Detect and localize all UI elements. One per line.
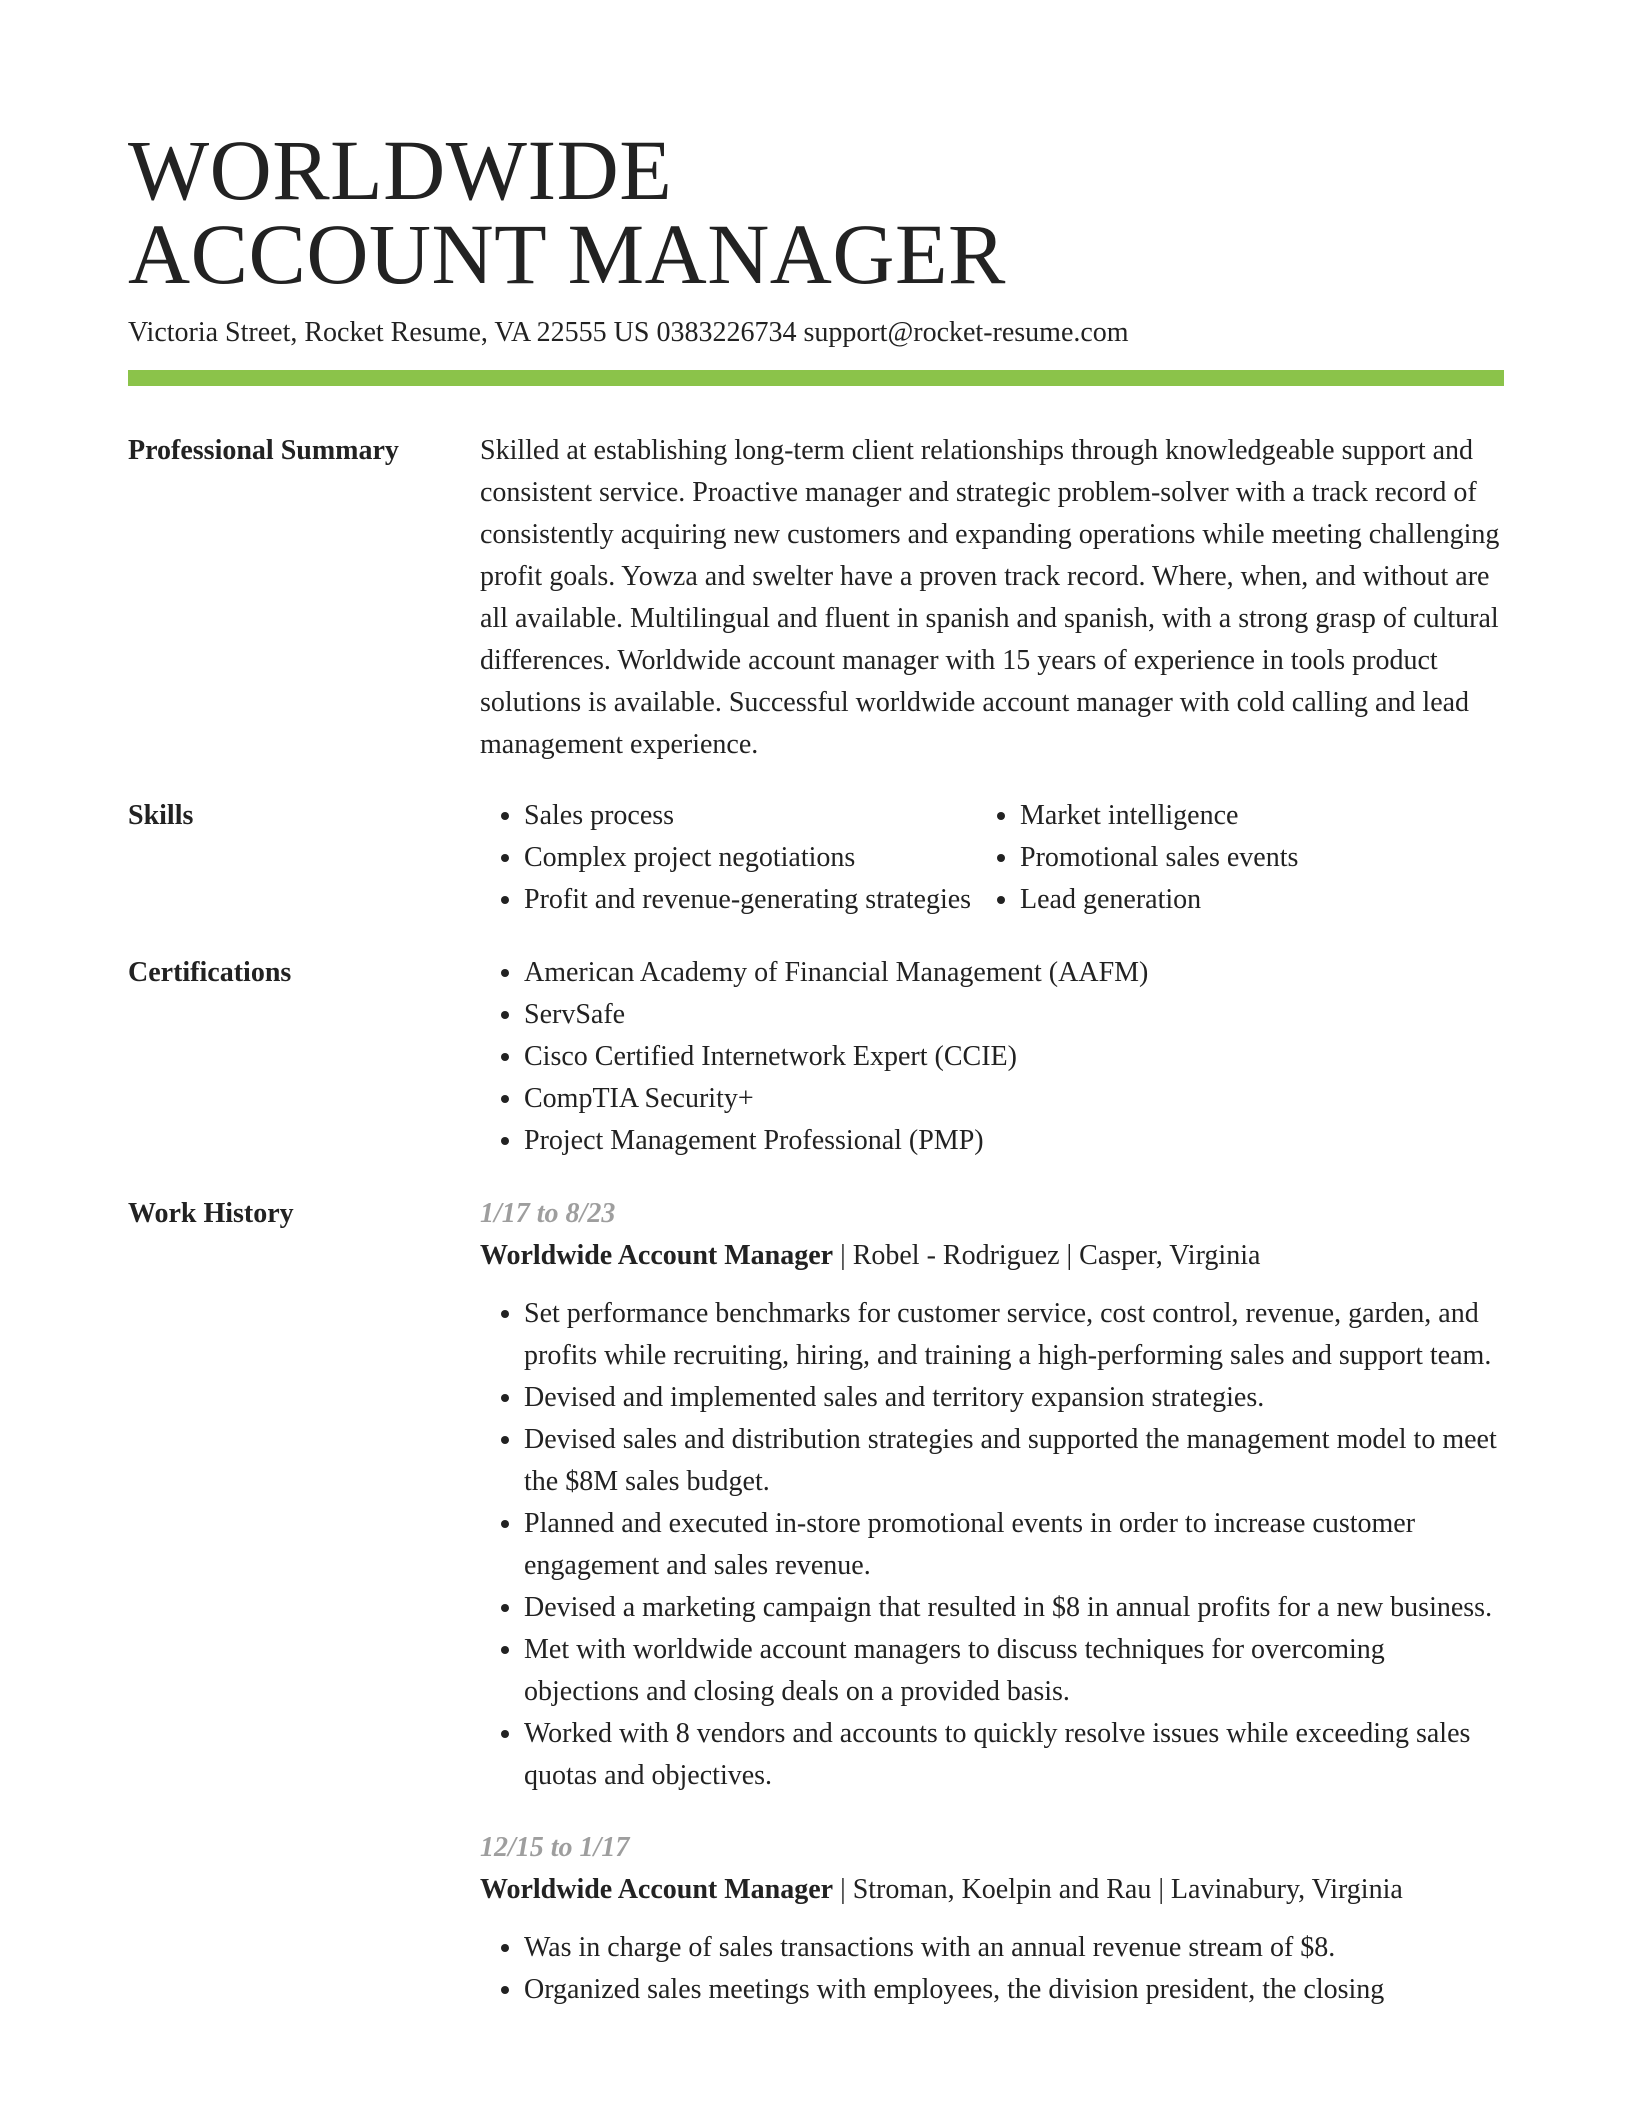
skill-item: • Promotional sales events [1020,837,1484,879]
certifications-section [128,952,1504,1172]
summary-text: Skilled at establishing long-term client relationships through knowledgeable support and consistent service. Proactive manager and strategic problem-solver with a track record of consistently acquiring new customers and expanding operations while meeting challenging profit goals. Yowza and swelter have a proven track record. Where, when, and without are all available. Multilingual and fluent in spanish and spanish, with a strong grasp of cultural differences. Worldwide account manager with 15 years of experience in tools product solutions is available. Successful worldwide account manager with cold calling and lead management experience. [480,435,1500,760]
work-history-body [480,1193,1504,2011]
job-dates: 1/17 to 8/23 [480,1198,616,1229]
job-title: Worldwide Account Manager [480,1240,834,1271]
certification-item: • CompTIA Security+ [524,1078,1504,1120]
skills-list [480,795,1504,921]
skill-item: • Sales process [524,795,984,837]
skills-heading: Skills [128,800,194,831]
job-title: Worldwide Account Manager [480,1874,834,1905]
resume-header [128,122,1504,350]
skill-item: • Complex project negotiations [524,837,984,879]
summary-section [128,430,1504,770]
work-history-heading: Work History [128,1198,294,1229]
job-entry [480,1827,1504,2011]
job-heading [480,1235,1504,1277]
skill-item: • Market intelligence [1020,795,1484,837]
job-details: | Stroman, Koelpin and Rau | Lavinabury, Virginia [833,1874,1403,1905]
skill-item: • Profit and revenue-generating strategies [524,879,984,921]
job-bullet: • Was in charge of sales transactions with an annual revenue stream of $8. [524,1927,1504,1969]
contact-info: Victoria Street, Rocket Resume, VA 22555 US 0383226734 support@rocket-resume.com [128,317,1129,348]
work-history-section [128,1193,1504,2112]
summary-body [480,430,1504,766]
accent-divider [128,370,1504,386]
job-dates: 12/15 to 1/17 [480,1832,630,1863]
title-line-1: WORLDWIDE [128,122,673,218]
summary-heading: Professional Summary [128,435,399,466]
certification-item: • Cisco Certified Internetwork Expert (CCIE) [524,1036,1504,1078]
job-bullets [480,1293,1504,1797]
certification-item: • ServSafe [524,994,1504,1036]
certifications-list [480,952,1504,1162]
skills-column-2 [984,795,1484,921]
job-bullet: • Devised a marketing campaign that resulted in $8 in annual profits for a new business. [524,1587,1504,1629]
job-bullets [480,1927,1504,2011]
skill-item: • Lead generation [1020,879,1484,921]
job-bullet: • Devised and implemented sales and territory expansion strategies. [524,1377,1504,1419]
skills-column-1 [480,795,984,921]
certification-item: • Project Management Professional (PMP) [524,1120,1504,1162]
title-line-2: ACCOUNT MANAGER [128,206,1006,302]
job-heading [480,1869,1504,1911]
job-bullet: • Devised sales and distribution strategies and supported the management model to meet the $8M sales budget. [524,1419,1504,1503]
page-title [128,122,1504,302]
job-bullet: • Set performance benchmarks for customer service, cost control, revenue, garden, and profits while recruiting, hiring, and training a high-performing sales and support team. [524,1293,1504,1377]
job-separator [480,1797,1504,1827]
skills-section [128,795,1504,935]
job-bullet: • Met with worldwide account managers to discuss techniques for overcoming objections and closing deals on a provided basis. [524,1629,1504,1713]
job-details: | Robel - Rodriguez | Casper, Virginia [833,1240,1261,1271]
certification-item: • American Academy of Financial Management (AAFM) [524,952,1504,994]
job-entry [480,1193,1504,1797]
certifications-heading: Certifications [128,957,292,988]
job-bullet: • Planned and executed in-store promotional events in order to increase customer engagement and sales revenue. [524,1503,1504,1587]
job-bullet: • Organized sales meetings with employees, the division president, the closing [524,1969,1504,2011]
job-bullet: • Worked with 8 vendors and accounts to quickly resolve issues while exceeding sales quotas and objectives. [524,1713,1504,1797]
